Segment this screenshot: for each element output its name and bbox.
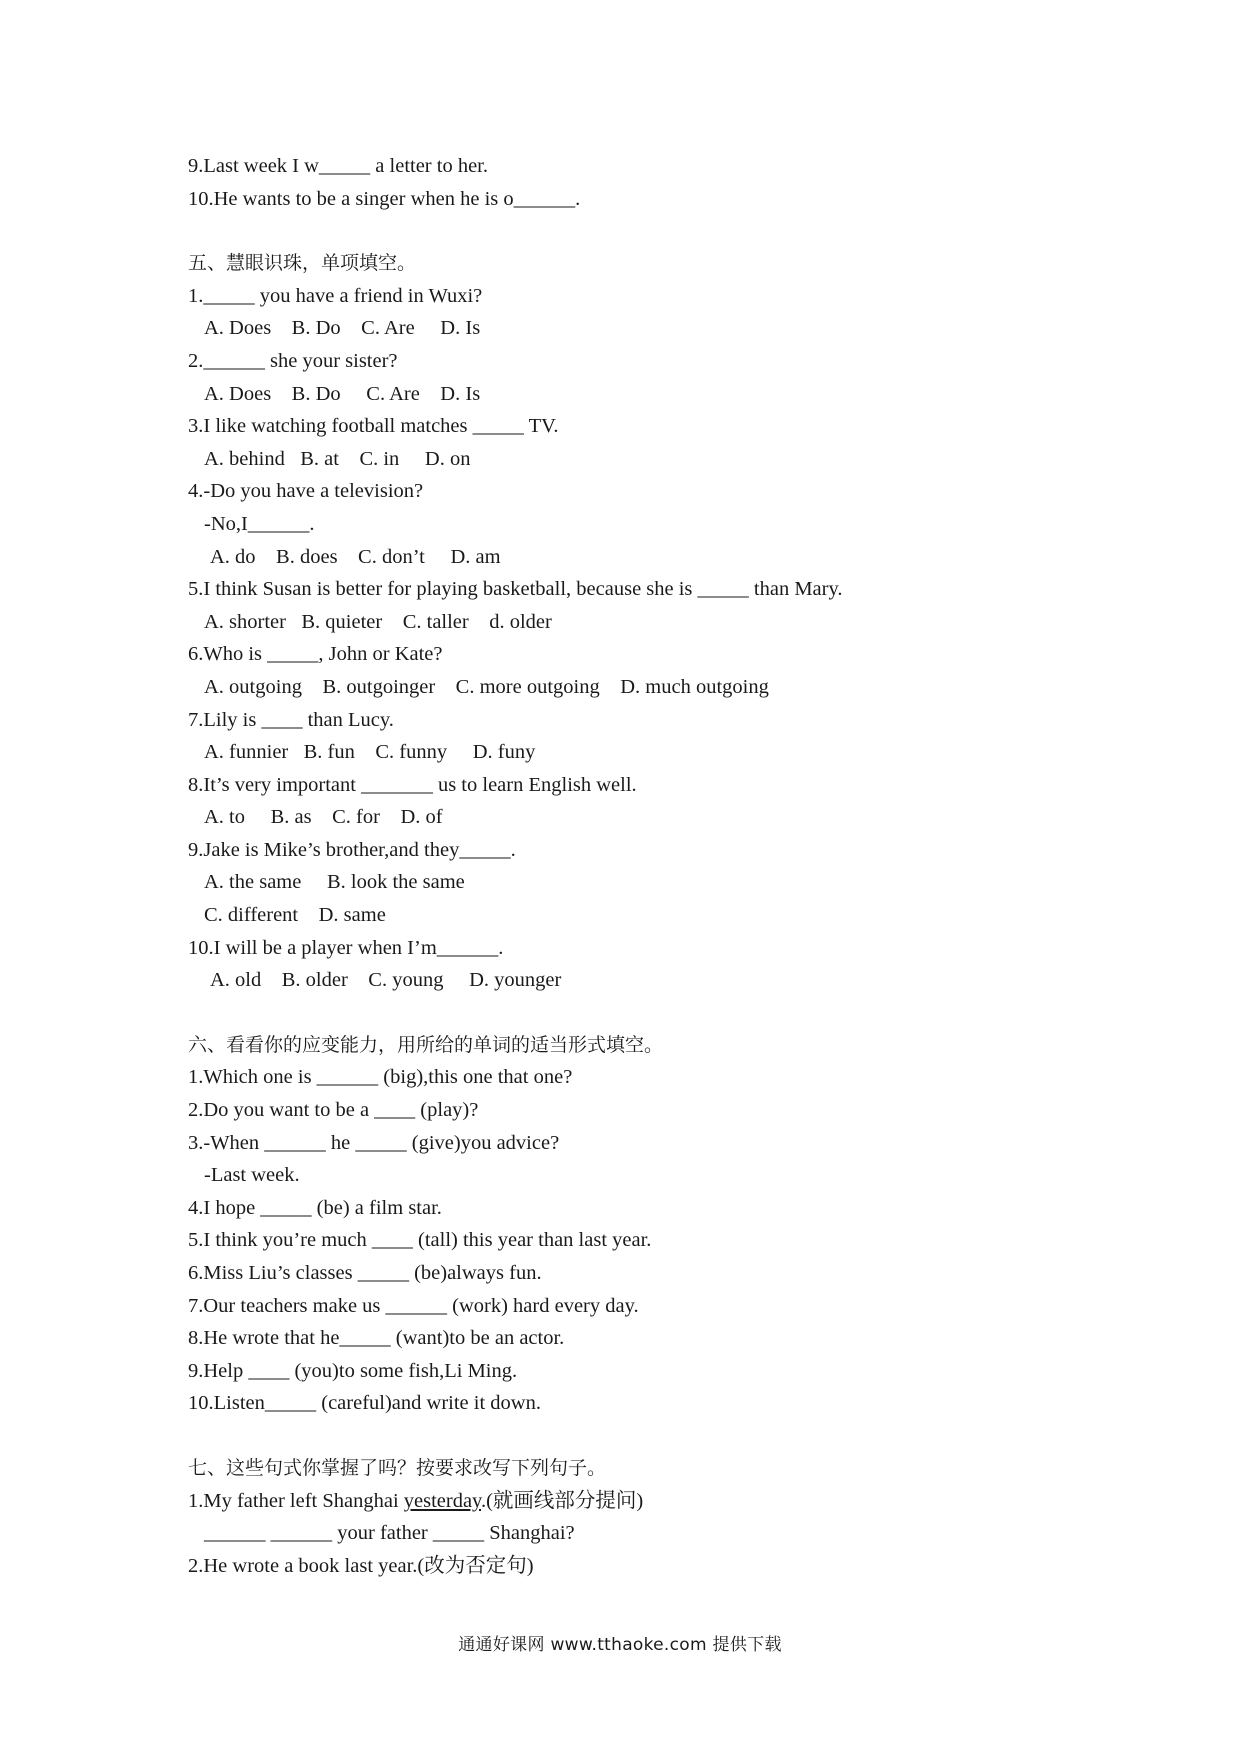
part5-q3: 3.I like watching football matches _____ TV. bbox=[188, 415, 559, 438]
part5-q9-options-2: C. different D. same bbox=[204, 904, 386, 927]
part7-q1-prefix: 1.My father left Shanghai bbox=[188, 1489, 404, 1512]
part6-q8: 8.He wrote that he_____ (want)to be an actor. bbox=[188, 1327, 565, 1350]
part7-heading: 七、这些句式你掌握了吗？按要求改写下列句子。 bbox=[188, 1456, 607, 1479]
part6-q4: 4.I hope _____ (be) a film star. bbox=[188, 1196, 442, 1219]
part4-q10: 10.He wants to be a singer when he is o______. bbox=[188, 187, 581, 210]
part6-q1: 1.Which one is ______ (big),this one that one? bbox=[188, 1066, 573, 1089]
part5-q8-options: A. to B. as C. for D. of bbox=[204, 806, 443, 829]
part5-q6-options: A. outgoing B. outgoinger C. more outgoing D. much outgoing bbox=[204, 675, 769, 698]
part6-q3-reply: -Last week. bbox=[204, 1164, 300, 1187]
part7-q1-suffix: .(就画线部分提问) bbox=[480, 1489, 644, 1512]
part5-heading: 五、慧眼识珠，单项填空。 bbox=[188, 252, 417, 275]
part6-q7: 7.Our teachers make us ______ (work) hard every day. bbox=[188, 1294, 639, 1317]
part5-q1-options: A. Does B. Do C. Are D. Is bbox=[204, 317, 481, 340]
part5-q6: 6.Who is _____, John or Kate? bbox=[188, 643, 443, 666]
part6-q6: 6.Miss Liu’s classes _____ (be)always fun. bbox=[188, 1262, 542, 1284]
part7-q1-answer: ______ ______ your father _____ Shanghai? bbox=[204, 1522, 575, 1545]
part5-q4: 4.-Do you have a television? bbox=[188, 480, 424, 503]
part6-q10: 10.Listen_____ (careful)and write it down. bbox=[188, 1392, 541, 1415]
part6-q5: 5.I think you’re much ____ (tall) this year than last year. bbox=[188, 1229, 652, 1252]
part5-q8: 8.It’s very important _______ us to learn English well. bbox=[188, 773, 637, 796]
part5-q9: 9.Jake is Mike’s brother,and they_____. bbox=[188, 838, 516, 861]
part6-q3: 3.-When ______ he _____ (give)you advice? bbox=[188, 1131, 560, 1154]
part5-q10-options: A. old B. older C. young D. younger bbox=[210, 969, 562, 992]
part5-q10: 10.I will be a player when I’m______. bbox=[188, 936, 504, 959]
part7-q1-underlined: yesterday bbox=[403, 1489, 481, 1512]
part6-q2: 2.Do you want to be a ____ (play)? bbox=[188, 1099, 479, 1122]
part5-q7: 7.Lily is ____ than Lucy. bbox=[188, 708, 394, 731]
part5-q4-options: A. do B. does C. don’t D. am bbox=[210, 545, 501, 568]
part5-q2-options: A. Does B. Do C. Are D. Is bbox=[204, 382, 481, 405]
part5-q4-reply: -No,I______. bbox=[204, 512, 315, 535]
part5-q5-options: A. shorter B. quieter C. taller d. older bbox=[204, 610, 552, 633]
part7-q2: 2.He wrote a book last year.(改为否定句) bbox=[188, 1554, 534, 1577]
part5-q9-options-1: A. the same B. look the same bbox=[204, 871, 465, 894]
part5-q7-options: A. funnier B. fun C. funny D. funy bbox=[204, 741, 536, 764]
part6-q9: 9.Help ____ (you)to some fish,Li Ming. bbox=[188, 1359, 518, 1382]
worksheet-page bbox=[188, 150, 1088, 1582]
page-footer: 通通好课网 www.tthaoke.com 提供下载 bbox=[458, 1635, 782, 1655]
part5-q1: 1._____ you have a friend in Wuxi? bbox=[188, 284, 483, 307]
part5-q3-options: A. behind B. at C. in D. on bbox=[204, 447, 471, 470]
part5-q5: 5.I think Susan is better for playing basketball, because she is _____ than Mary. bbox=[188, 578, 843, 601]
part7-q1 bbox=[188, 1485, 1088, 1518]
part6-heading: 六、看看你的应变能力，用所给的单词的适当形式填空。 bbox=[188, 1033, 664, 1056]
part4-q9: 9.Last week I w_____ a letter to her. bbox=[188, 155, 489, 177]
part5-q2: 2.______ she your sister? bbox=[188, 349, 398, 372]
